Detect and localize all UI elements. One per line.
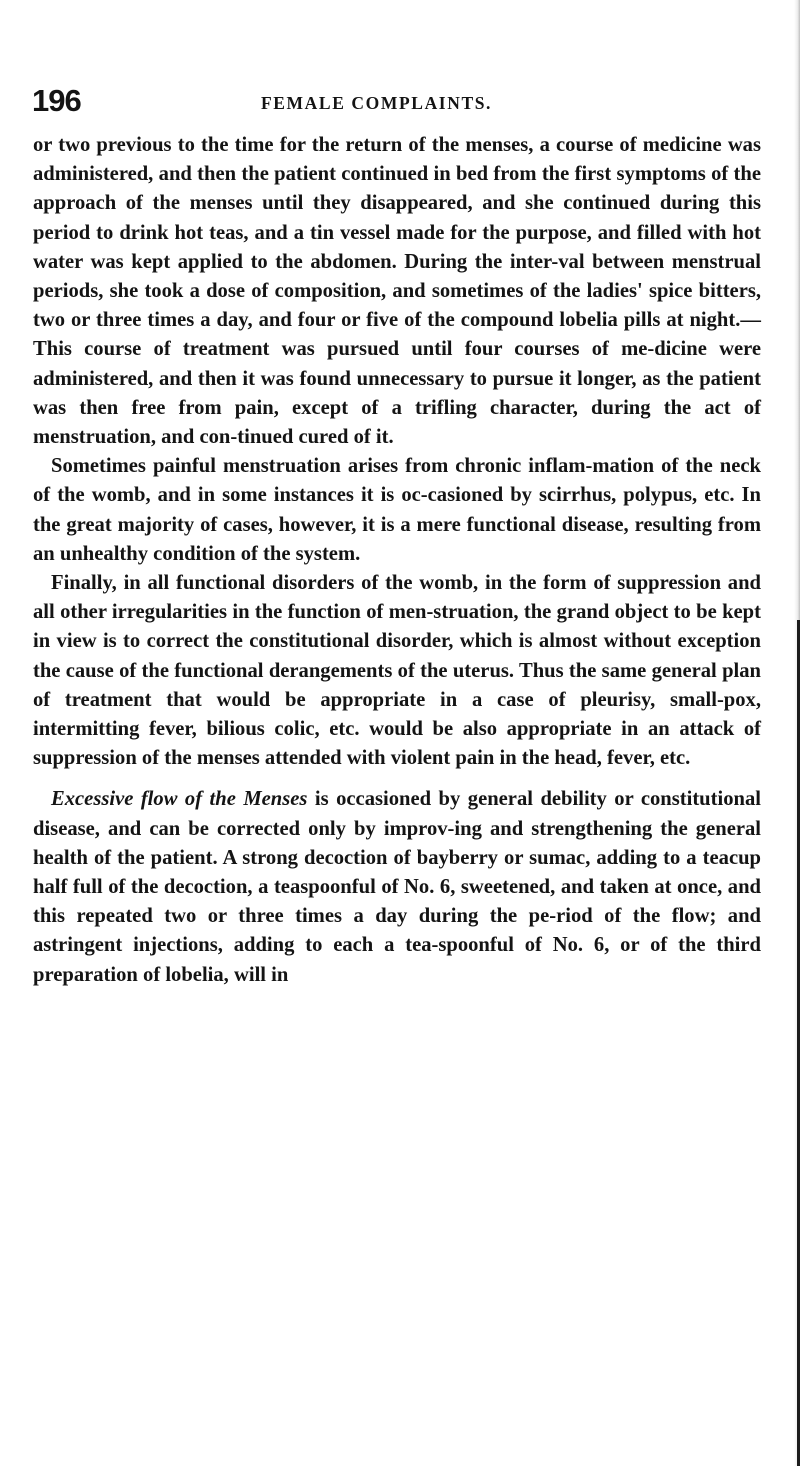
paragraph-text: Finally, in all functional disorders of the womb, in the form of suppression and all other irregularities in the function of men-struation, the grand object to be kept in view is to correct the constitutional disorder, which is almost without exception the cause of the functional derangements of the uterus. Thus the same general plan of treatment that would be appropriate in a case of pleurisy, small-pox, intermitting fever, bilious colic, etc. would be also appropriate in an attack of suppression of the menses attended with violent pain in the head, fever, etc. [33, 572, 761, 770]
paragraph-lead-heading: Excessive flow of the Menses [51, 788, 308, 811]
paragraph-continuation [33, 131, 761, 452]
paragraph-text: is occasioned by general debility or constitutional disease, and can be corrected only by improv-ing and strengthening the general health of the patient. A strong decoction of bayberry or sumac, adding to a teacup half full of the decoction, a teaspoonful of No. 6, sweetened, and taken at once, and this repeated two or three times a day during the pe-riod of the flow; and astringent injections, adding to each a tea-spoonful of No. 6, or of the third preparation of lobelia, will in [33, 788, 761, 986]
paragraph-functional-disorders [33, 569, 761, 773]
page-header [28, 84, 768, 124]
running-head: FEMALE COMPLAINTS. [261, 93, 493, 113]
body-text [33, 131, 761, 990]
paragraph-painful-menstruation-causes [33, 452, 761, 569]
paragraph-excessive-flow [33, 785, 761, 989]
paragraph-text: Sometimes painful menstruation arises from chronic inflam-mation of the neck of the womb, and in some instances it is oc-casioned by scirrhus, polypus, etc. In the great majority of cases, however, it is a mere functional disease, resulting from an unhealthy condition of the system. [33, 455, 761, 565]
page-number: 196 [32, 83, 81, 118]
paragraph-text: or two previous to the time for the return of the menses, a course of medicine was administered, and then the patient continued in bed from the first symptoms of the approach of the menses until they disappeared, and she continued during this period to drink hot teas, and a tin vessel made for the purpose, and filled with hot water was kept applied to the abdomen. During the inter-val between menstrual periods, she took a dose of composition, and sometimes of the ladies' spice bitters, two or three times a day, and four or five of the compound lobelia pills at night.— This course of treatment was pursued until four courses of me-dicine were administered, and then it was found unnecessary to pursue it longer, as the patient was then free from pain, except of a trifling character, during the act of menstruation, and con-tinued cured of it. [33, 134, 761, 449]
